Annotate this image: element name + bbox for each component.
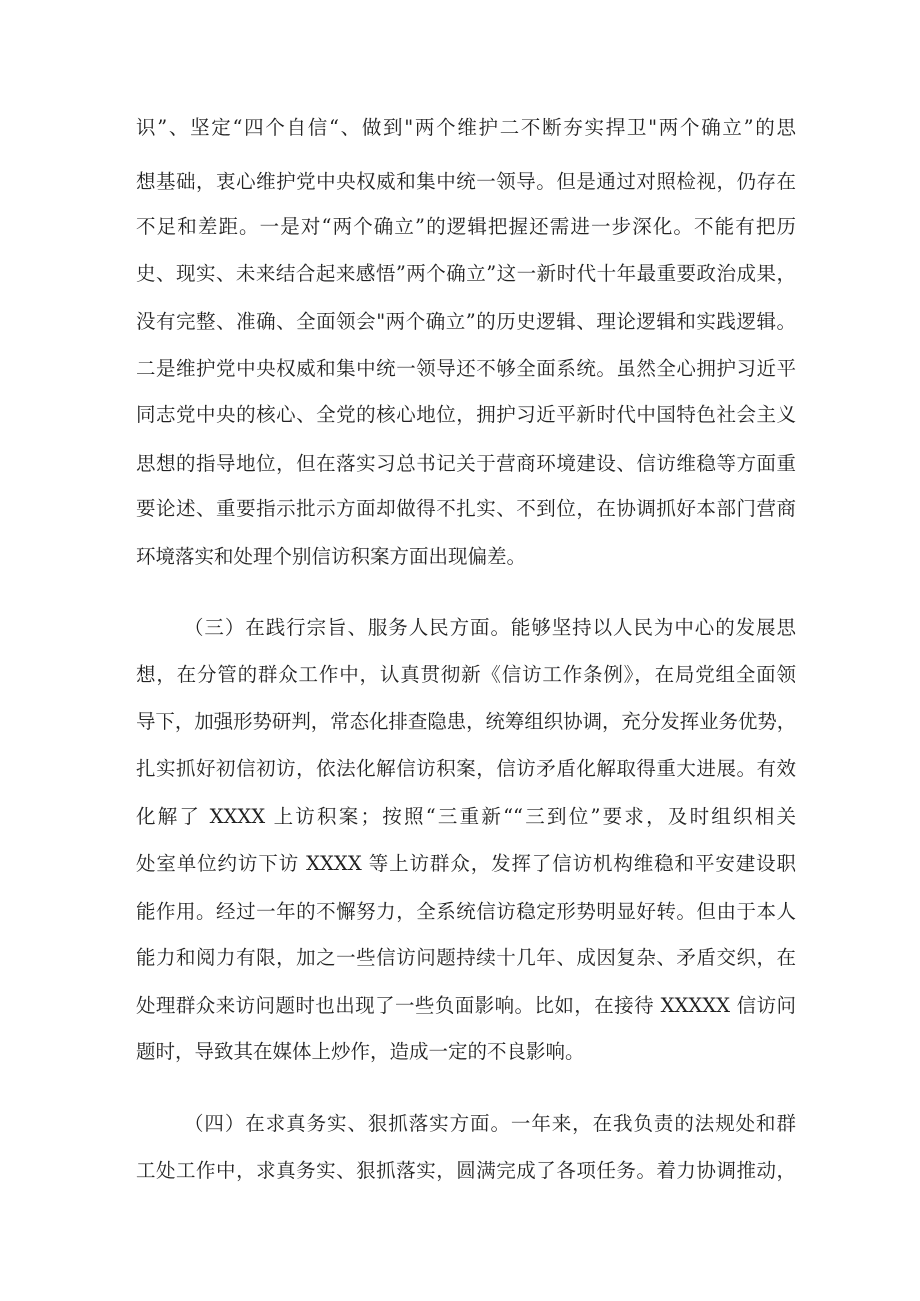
text-line: 环境落实和处理个别信访积案方面出现偏差。: [136, 545, 527, 568]
text-line: 扎实抓好初信初访，依法化解信访积案，信访矛盾化解取得重大进展。有效: [136, 757, 796, 780]
text-line: 导下，加强形势研判，常态化排查隐患，统筹组织协调，充分发挥业务优势，: [136, 710, 796, 733]
paragraph-heading-3: （三）在践行宗旨、服务人民方面。能够坚持以人民为中心的发展思: [184, 616, 796, 639]
text-line: 能力和阅力有限，加之一些信访问题持续十几年、成因复杂、矛盾交织，在: [136, 946, 796, 969]
text-line: 思想的指导地位，但在落实习总书记关于营商环境建设、信访维稳等方面重: [136, 452, 796, 475]
text-line: 史、现实、未来结合起来感悟”两个确立”这一新时代十年最重要政治成果，: [136, 262, 796, 285]
text-line: 没有完整、准确、全面领会"两个确立”的历史逻辑、理论逻辑和实践逻辑。: [136, 310, 796, 333]
text-line: 能作用。经过一年的不懈努力，全系统信访稳定形势明显好转。但由于本人: [136, 900, 796, 923]
text-line: 同志党中央的核心、全党的核心地位，拥护习近平新时代中国特色社会主义: [136, 403, 796, 426]
text-line: 想基础，衷心维护党中央权威和集中统一领导。但是通过对照检视，仍存在: [136, 170, 796, 193]
text-line: 要论述、重要指示批示方面却做得不扎实、不到位，在协调抓好本部门营商: [136, 497, 796, 520]
text-line: 不足和差距。一是对“两个确立”的逻辑把握还需进一步深化。不能有把历: [136, 215, 796, 238]
text-line: 二是维护党中央权威和集中统一领导还不够全面系统。虽然全心拥护习近平: [136, 357, 796, 380]
text-line: 处理群众来访问题时也出现了一些负面影响。比如，在接待 XXXXX 信访问: [136, 994, 796, 1017]
paragraph-heading-4: （四）在求真务实、狠抓落实方面。一年来，在我负责的法规处和群: [184, 1112, 796, 1135]
text-line: 工处工作中，求真务实、狠抓落实，圆满完成了各项任务。着力协调推动，: [136, 1159, 796, 1182]
text-line: 题时，导致其在媒体上炒作，造成一定的不良影响。: [136, 1040, 585, 1063]
text-line: 化解了 XXXX 上访积案；按照“三重新““三到位”要求，及时组织相关: [136, 805, 796, 828]
text-line: 处室单位约访下访 XXXX 等上访群众，发挥了信访机构维稳和平安建设职: [136, 852, 796, 875]
text-line: 识”、坚定“四个自信“、做到"两个维护二不断夯实捍卫"两个确立”的思: [136, 116, 796, 139]
text-line: 想，在分管的群众工作中，认真贯彻新《信访工作条例》，在局党组全面领: [136, 663, 796, 686]
